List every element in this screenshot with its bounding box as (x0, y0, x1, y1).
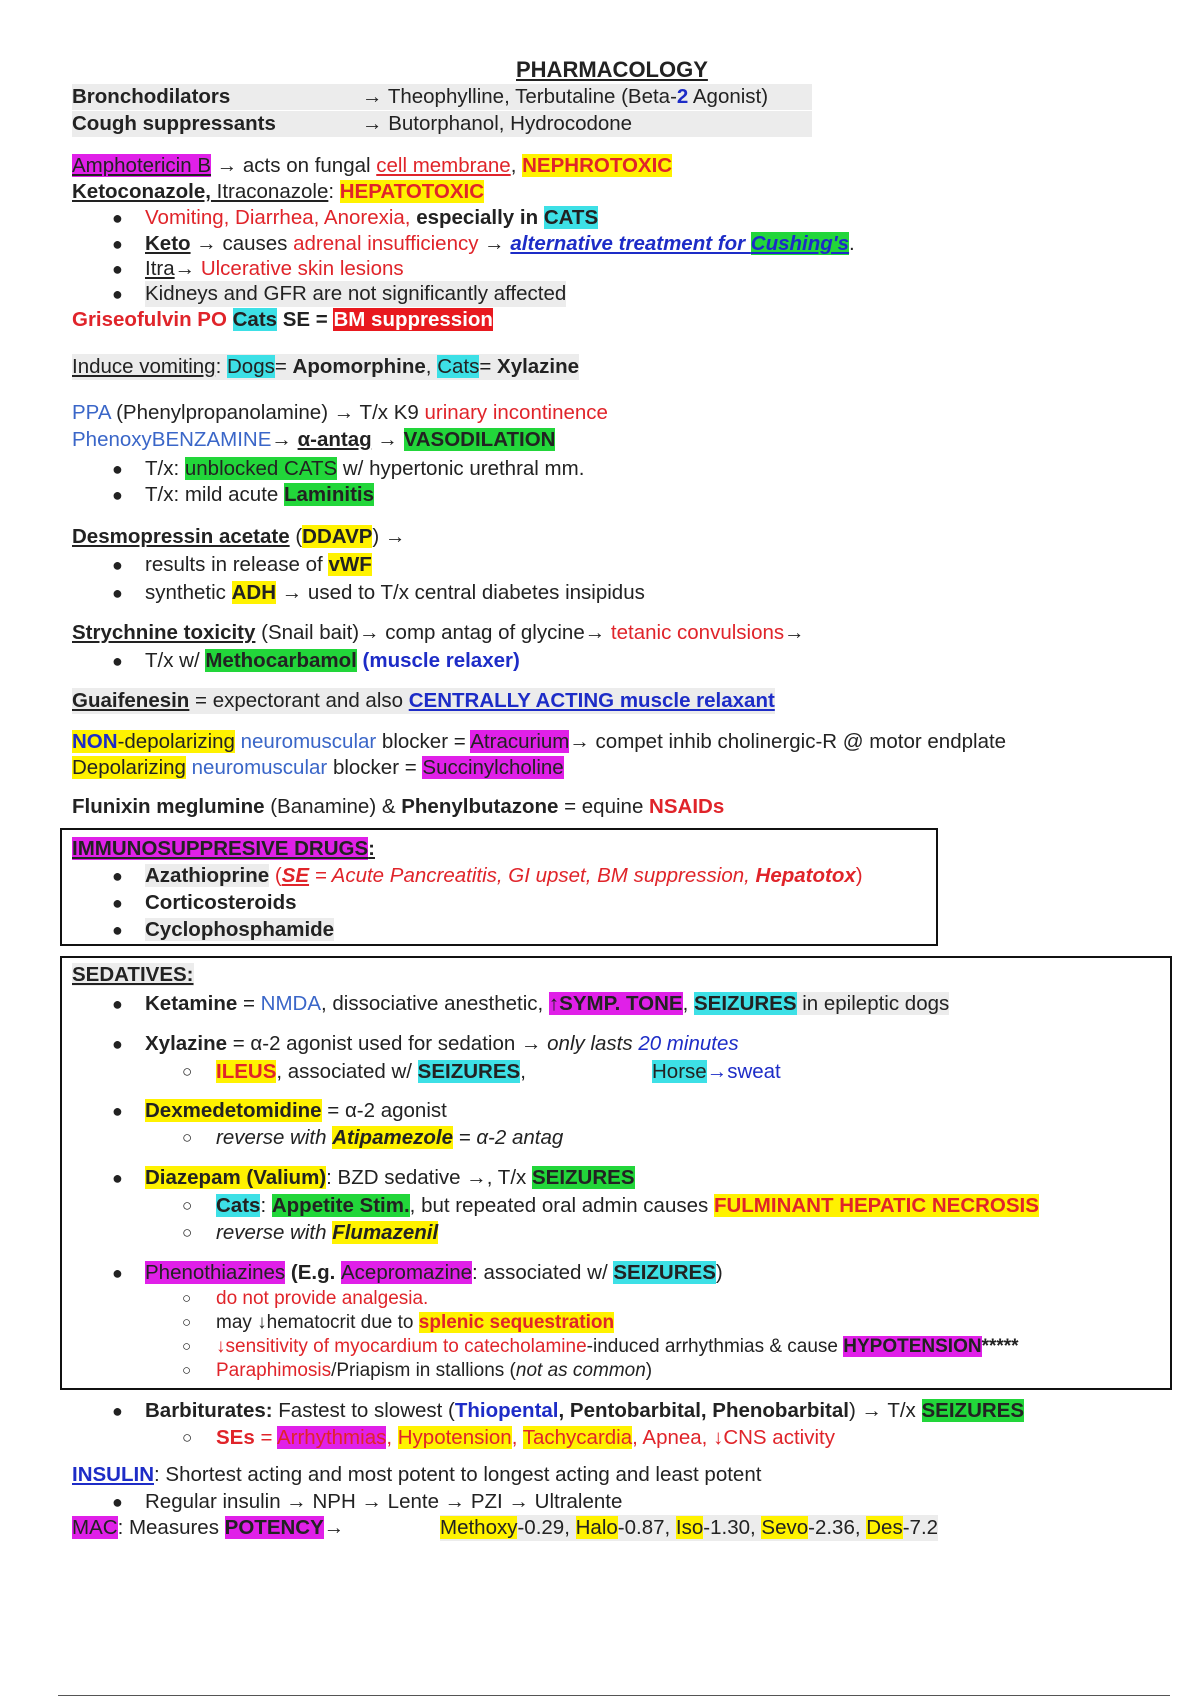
bronchodilators-line: Bronchodilators → Theophylline, Terbutaline (Beta-2 Agonist) (72, 84, 812, 110)
bullet-icon: ● (112, 651, 123, 671)
ketamine-line: Ketamine = NMDA, dissociative anesthetic, ↑SYMP. TONE, SEIZURES in epileptic dogs (145, 992, 950, 1015)
induce-vomiting-line: Induce vomiting: Dogs= Apomorphine, Cats= Xylazine (72, 355, 580, 378)
cats-appetite-line: Cats: Appetite Stim., but repeated oral admin causes FULMINANT HEPATIC NECROSIS (216, 1194, 1039, 1217)
azathioprine-line: Azathioprine (SE = Acute Pancreatitis, GI upset, BM suppression, Hepatotox) (145, 864, 863, 887)
circle-bullet-icon: ○ (182, 1314, 192, 1331)
hematocrit-line: may ↓hematocrit due to splenic sequestration (216, 1312, 615, 1333)
strychnine-line: Strychnine toxicity (Snail bait)→ comp antag of glycine→ tetanic convulsions→ (72, 621, 805, 644)
circle-bullet-icon: ○ (182, 1362, 192, 1379)
keto-side-effects: Vomiting, Diarrhea, Anorexia, especially in CATS (145, 206, 599, 229)
bullet-icon: ● (112, 1034, 123, 1054)
phenoxybenzamine-line: PhenoxyBENZAMINE→ α-antag → VASODILATION (72, 428, 556, 451)
xylazine-line: Xylazine = α-2 agonist used for sedation → only lasts 20 minutes (145, 1032, 739, 1055)
flunixin-line: Flunixin meglumine (Banamine) & Phenylbutazone = equine NSAIDs (72, 795, 725, 818)
tx-unblocked-cats: T/x: unblocked CATS w/ hypertonic urethral mm. (145, 457, 585, 480)
barbiturate-se-line: SEs = Arrhythmias, Hypotension, Tachycardia, Apnea, ↓CNS activity (216, 1426, 835, 1449)
insulin-line: INSULIN: Shortest acting and most potent to longest acting and least potent (72, 1463, 762, 1486)
bullet-icon: ● (112, 1492, 123, 1512)
bullet-icon: ● (112, 259, 123, 279)
bottom-rule (58, 1695, 1170, 1696)
bullet-icon: ● (112, 920, 123, 940)
bullet-icon: ● (112, 284, 123, 304)
guaifenesin-line: Guaifenesin = expectorant and also CENTRALLY ACTING muscle relaxant (72, 689, 775, 712)
griseofulvin-line: Griseofulvin PO Cats SE = BM suppression (72, 308, 493, 331)
immunosuppressive-heading: IMMUNOSUPPRESIVE DRUGS: (72, 837, 375, 860)
corticosteroids-line: Corticosteroids (145, 891, 297, 914)
bullet-icon: ● (112, 583, 123, 603)
phenothiazines-line: Phenothiazines (E.g. Acepromazine: associated w/ SEIZURES) (145, 1261, 723, 1284)
paraphimosis-line: Paraphimosis/Priapism in stallions (not as common) (216, 1360, 653, 1381)
circle-bullet-icon: ○ (182, 1062, 193, 1081)
ppa-line: PPA (Phenylpropanolamine) → T/x K9 urinary incontinence (72, 401, 608, 424)
vwf-line: results in release of vWF (145, 553, 372, 576)
sedatives-heading: SEDATIVES: (72, 963, 194, 986)
sensitivity-line: ↓sensitivity of myocardium to catecholamine-induced arrhythmias & cause HYPOTENSION***** (216, 1336, 1019, 1357)
circle-bullet-icon: ○ (182, 1196, 193, 1215)
circle-bullet-icon: ○ (182, 1223, 193, 1242)
ketoconazole-line: Ketoconazole, Itraconazole: HEPATOTOXIC (72, 180, 485, 203)
depolarizing-line: Depolarizing neuromuscular blocker = Succinylcholine (72, 756, 564, 779)
insulin-order-line: Regular insulin → NPH → Lente → PZI → Ultralente (145, 1490, 623, 1513)
desmopressin-line: Desmopressin acetate (DDAVP) → (72, 525, 406, 548)
bullet-icon: ● (112, 866, 123, 886)
page-title: PHARMACOLOGY (516, 57, 708, 82)
cough-suppressants-line: Cough suppressants → Butorphanol, Hydrocodone (72, 111, 812, 137)
horse-sweat-line: Horse→sweat (652, 1060, 781, 1083)
ileus-line: ILEUS, associated w/ SEIZURES, (216, 1060, 526, 1083)
flumazenil-line: reverse with Flumazenil (216, 1221, 439, 1244)
methocarbamol-line: T/x w/ Methocarbamol (muscle relaxer) (145, 649, 520, 672)
itra-line: Itra→ Ulcerative skin lesions (145, 257, 404, 280)
bullet-icon: ● (112, 234, 123, 254)
tx-laminitis: T/x: mild acute Laminitis (145, 483, 374, 506)
dexmedetomidine-line: Dexmedetomidine = α-2 agonist (145, 1099, 447, 1122)
bullet-icon: ● (112, 208, 123, 228)
adh-line: synthetic ADH → used to T/x central diabetes insipidus (145, 581, 645, 604)
barbiturates-line: Barbiturates: Fastest to slowest (Thiopental, Pentobarbital, Phenobarbital) → T/x SEIZURES (145, 1399, 1025, 1422)
bullet-icon: ● (112, 1101, 123, 1121)
bullet-icon: ● (112, 459, 123, 479)
circle-bullet-icon: ○ (182, 1338, 192, 1355)
bullet-icon: ● (112, 1401, 123, 1421)
bullet-icon: ● (112, 555, 123, 575)
mac-values-line: Methoxy-0.29, Halo-0.87, Iso-1.30, Sevo-2.36, Des-7.2 (440, 1516, 939, 1539)
bullet-icon: ● (112, 994, 123, 1014)
non-depolarizing-line: NON-depolarizing neuromuscular blocker = Atracurium→ compet inhib cholinergic-R @ motor endplate (72, 730, 1007, 753)
circle-bullet-icon: ○ (182, 1428, 193, 1447)
bullet-icon: ● (112, 485, 123, 505)
diazepam-line: Diazepam (Valium): BZD sedative →, T/x SEIZURES (145, 1166, 635, 1189)
atipamezole-line: reverse with Atipamezole = α-2 antag (216, 1126, 564, 1149)
mac-line: MAC: Measures POTENCY→ (72, 1516, 345, 1539)
cyclophosphamide-line: Cyclophosphamide (145, 918, 335, 941)
amphotericin-line: Amphotericin B → acts on fungal cell membrane, NEPHROTOXIC (72, 154, 673, 177)
circle-bullet-icon: ○ (182, 1128, 193, 1147)
analgesia-line: do not provide analgesia. (216, 1288, 429, 1309)
kidneys-line: Kidneys and GFR are not significantly affected (145, 282, 567, 305)
bullet-icon: ● (112, 1263, 123, 1283)
keto-adrenal-line: Keto → causes adrenal insufficiency → alternative treatment for Cushing's. (145, 232, 855, 255)
bullet-icon: ● (112, 893, 123, 913)
bullet-icon: ● (112, 1168, 123, 1188)
circle-bullet-icon: ○ (182, 1290, 192, 1307)
